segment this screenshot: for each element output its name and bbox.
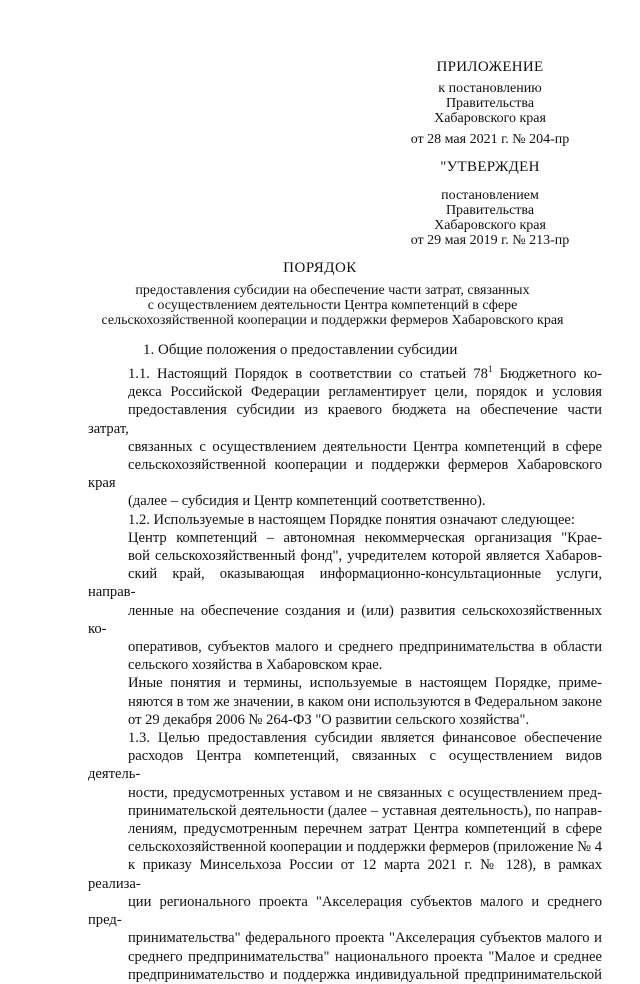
subtitle-line: с осуществлением деятельности Центра компетенций в сфере	[147, 298, 518, 313]
paragraph-line	[88, 565, 602, 601]
paragraph-line	[88, 966, 602, 984]
appendix-date-line: от 28 мая 2021 г. № 204-пр	[410, 132, 570, 147]
line-text: от 29 декабря 2006 № 264-ФЗ "О развитии сельского хозяйства".	[128, 711, 530, 728]
approval-heading: "УТВЕРЖДЕН	[440, 159, 540, 175]
paragraph-line	[88, 529, 602, 547]
approval-line: Хабаровского края	[434, 218, 546, 233]
line-text: предоставления субсидии из краевого бюджета на обеспечение части затрат,	[88, 402, 602, 437]
approval-date-line: от 29 мая 2019 г. № 213-пр	[410, 233, 570, 248]
line-text: Иные понятия и термины, используемые в настоящем Порядке, приме-	[128, 675, 602, 692]
document-title: ПОРЯДОК	[283, 260, 357, 276]
paragraph-line	[88, 929, 602, 947]
line-text: среднего предпринимательства" национального проекта "Малое и среднее	[128, 948, 602, 965]
line-text: 1.1. Настоящий Порядок в соответствии со статьей 78	[128, 366, 488, 382]
paragraph-line	[88, 492, 602, 510]
paragraph	[88, 529, 602, 675]
paragraph-line	[88, 820, 602, 838]
document-body	[88, 365, 602, 984]
paragraph-line	[88, 547, 602, 565]
paragraph-line	[88, 602, 602, 638]
approval-line: Правительства	[445, 203, 535, 218]
paragraph-line	[88, 948, 602, 966]
paragraph-line	[88, 856, 602, 892]
footnote-superscript: 1	[487, 364, 493, 374]
line-text: предпринимательство и поддержка индивидуальной предпринимательской	[128, 966, 602, 983]
subtitle-line: предоставления субсидии на обеспечение части затрат, связанных	[135, 283, 530, 298]
line-text: ский край, оказывающая информационно-консультационные услуги, направ-	[88, 566, 602, 601]
appendix-line: Правительства	[445, 96, 535, 111]
paragraph-line	[88, 456, 602, 492]
line-text: расходов Центра компетенций, связанных с осуществлением видов деятель-	[88, 748, 602, 783]
line-text: принимательства" федерального проекта "Акселерация субъектов малого и	[128, 930, 602, 947]
line-text: вой сельскохозяйственный фонд", учредителем которой является Хабаров-	[128, 548, 602, 565]
paragraph-line	[88, 802, 602, 820]
paragraph-line	[88, 511, 602, 529]
appendix-block	[390, 60, 590, 147]
line-text: декса Российской Федерации регламентирует цели, порядок и условия	[128, 384, 602, 401]
line-text: 1.2. Используемые в настоящем Порядке понятия означают следующее:	[128, 511, 575, 528]
line-text: связанных с осуществлением деятельности Центра компетенций в сфере	[128, 438, 602, 455]
paragraph-line	[88, 383, 602, 401]
line-text: (далее – субсидия и Центр компетенций соответственно).	[128, 493, 486, 510]
paragraph-line	[88, 638, 602, 656]
document-subtitle	[60, 283, 605, 328]
paragraph-line	[88, 674, 602, 692]
paragraph-line	[88, 893, 602, 929]
line-text: 1.3. Целью предоставления субсидии является финансовое обеспечение	[128, 730, 602, 747]
line-text: ленные на обеспечение создания и (или) развития сельскохозяйственных ко-	[88, 602, 602, 637]
paragraph-line	[88, 656, 602, 674]
line-text: принимательской деятельности (далее – уставная деятельность), по направ-	[128, 802, 602, 819]
line-text: ции регионального проекта "Акселерация субъектов малого и среднего пред-	[88, 893, 602, 929]
appendix-line: к постановлению	[438, 81, 542, 96]
line-text: няются в том же значении, в каком они используются в Федеральном законе	[128, 693, 602, 710]
line-text: к приказу Минсельхоза России от 12 марта 2021 г. № 128), в рамках реализа-	[88, 857, 602, 892]
subtitle-line: сельскохозяйственной кооперации и поддержки фермеров Хабаровского края	[101, 313, 564, 328]
approval-line: постановлением	[441, 188, 539, 203]
paragraph-line	[88, 729, 602, 747]
appendix-heading: ПРИЛОЖЕНИЕ	[436, 59, 544, 75]
paragraph-line	[88, 784, 602, 802]
paragraph-line	[88, 747, 602, 783]
paragraph-line	[88, 438, 602, 456]
paragraph-line	[88, 365, 602, 383]
line-text: ности, предусмотренных уставом и не связанных с осуществлением пред-	[128, 784, 602, 801]
line-text: сельскохозяйственной кооперации и поддержки фермеров (приложение № 4	[128, 839, 602, 856]
paragraph	[88, 729, 602, 984]
approval-block	[390, 160, 590, 248]
paragraph	[88, 674, 602, 729]
paragraph-line	[88, 838, 602, 856]
appendix-line: Хабаровского края	[434, 111, 546, 126]
paragraph-line	[88, 693, 602, 711]
line-text: оперативов, субъектов малого и среднего предпринимательства в области	[128, 639, 602, 656]
paragraph-line	[88, 401, 602, 437]
line-text: лениям, предусмотренным перечнем затрат Центра компетенций в сфере	[128, 821, 602, 838]
paragraph	[88, 365, 602, 511]
line-text: Бюджетного ко-	[492, 366, 602, 382]
paragraph-line	[88, 711, 602, 729]
line-text: сельского хозяйства в Хабаровском крае.	[128, 657, 383, 674]
paragraph	[88, 511, 602, 529]
line-text: Центр компетенций – автономная некоммерческая организация "Крае-	[128, 529, 602, 546]
line-text: сельскохозяйственной кооперации и поддержки фермеров Хабаровского края	[88, 457, 602, 492]
section-heading: 1. Общие положения о предоставлении субсидии	[143, 342, 458, 358]
